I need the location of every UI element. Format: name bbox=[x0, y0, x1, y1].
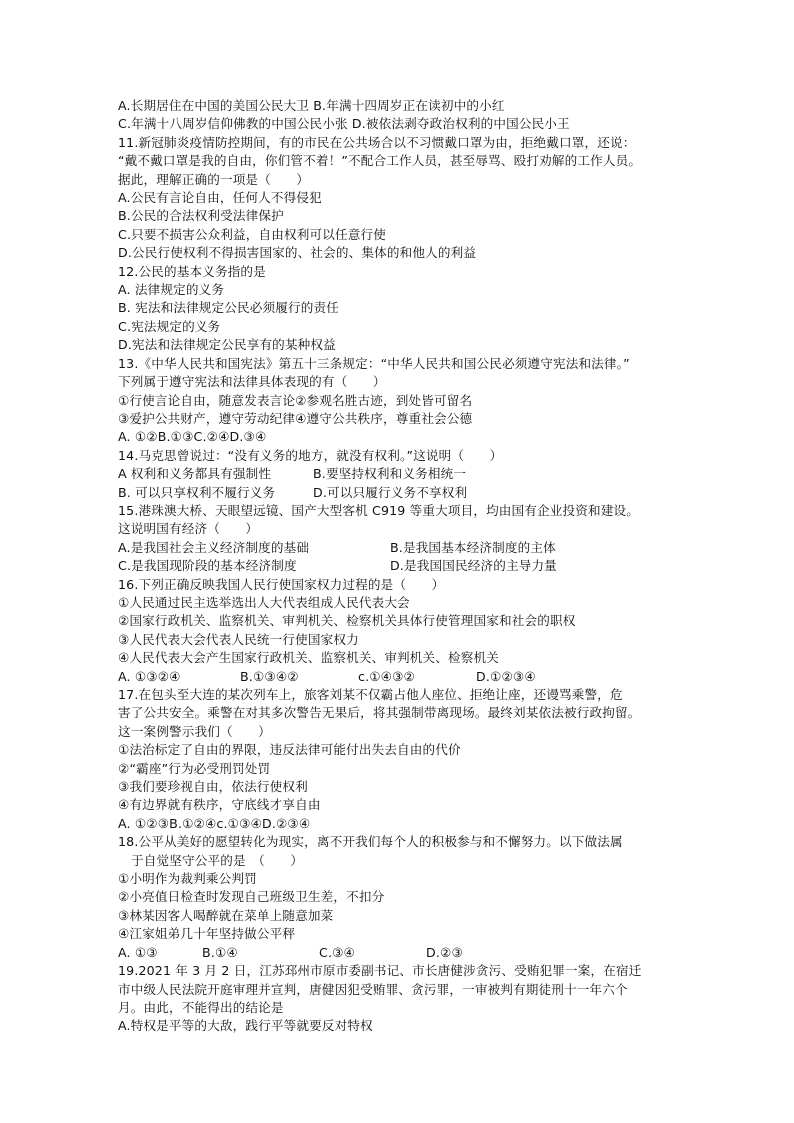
q14-options-row-1 bbox=[118, 465, 688, 483]
q18-option-d: D.②③ bbox=[426, 944, 463, 960]
q13-statement-34: ③爱护公共财产，遵守劳动纪律④遵守公共秩序，尊重社会公德 bbox=[118, 410, 473, 426]
q18-option-b: B.①④ bbox=[202, 944, 238, 960]
q18-statement-1: ①小明作为裁判乘公判罚 bbox=[118, 871, 257, 887]
q18-option-c: C.③④ bbox=[319, 944, 355, 960]
q14-option-b: B.要坚持权利和义务相统一 bbox=[313, 466, 467, 482]
q14-option-c: B. 可以只享权利不履行义务 bbox=[118, 484, 276, 500]
q14-options-row-2 bbox=[118, 484, 688, 502]
q11-stem-1: 11.新冠肺炎疫情防控期间，有的市民在公共场合以不习惯戴口罩为由，拒绝戴口罩，还说： bbox=[118, 134, 636, 150]
q19-stem-2: 市中级人民法院开庭审理并宣判，唐健因犯受贿罪、贪污罪，一审被判有期徒刑十一年六个 bbox=[118, 981, 628, 997]
q15-options-row-2 bbox=[118, 557, 688, 575]
q15-option-a: A.是我国社会主义经济制度的基础 bbox=[118, 539, 310, 555]
q16-option-b: B.①③④② bbox=[240, 668, 299, 684]
q16-options bbox=[118, 668, 688, 686]
q11-option-b: B.公民的合法权利受法律保护 bbox=[118, 208, 284, 224]
q16-statement-1: ①人民通过民主选举选出人大代表组成人民代表大会 bbox=[118, 594, 410, 610]
q18-statement-2: ②小亮值日检查时发现自己班级卫生差，不扣分 bbox=[118, 889, 385, 905]
q19-stem-1: 19.2021 年 3 月 2 日，江苏邳州市原市委副书记、市长唐健涉贪污、受贿犯罪一案，在宿迁 bbox=[118, 963, 642, 979]
q18-statement-3: ③林某因客人喝醉就在菜单上随意加菜 bbox=[118, 907, 334, 923]
q18-options bbox=[118, 944, 688, 962]
q19-stem-3: 月。由此，不能得出的结论是 bbox=[118, 999, 284, 1015]
q13-stem-1: 13.《中华人民共和国宪法》第五十三条规定：“中华人民共和国公民必须遵守宪法和法律。” bbox=[118, 355, 630, 371]
q18-stem-2: 于自觉坚守公平的是 （ ） bbox=[131, 852, 304, 868]
q17-stem-2: 害了公共安全。乘警在对其多次警告无果后，将其强制带离现场。最终刘某依法被行政拘留。 bbox=[118, 705, 641, 721]
q12-option-a: A. 法律规定的义务 bbox=[118, 282, 225, 298]
q14-option-d: D.可以只履行义务不享权利 bbox=[313, 484, 468, 500]
q16-statement-4: ④人民代表大会产生国家行政机关、监察机关、审判机关、检察机关 bbox=[118, 650, 500, 666]
q15-option-d: D.是我国国民经济的主导力量 bbox=[390, 558, 557, 574]
q19-option-a: A.特权是平等的大敌，践行平等就要反对特权 bbox=[118, 1018, 373, 1034]
q18-option-a: A. ①③ bbox=[118, 944, 158, 960]
q11-option-c: C.只要不损害公众利益，自由权利可以任意行使 bbox=[118, 226, 386, 242]
q17-statement-1: ①法治标定了自由的界限，违反法律可能付出失去自由的代价 bbox=[118, 742, 461, 758]
q16-option-d: D.①②③④ bbox=[476, 668, 536, 684]
q13-options: A. ①②B.①③C.②④D.③④ bbox=[118, 429, 267, 445]
q11-option-a: A.公民有言论自由，任何人不得侵犯 bbox=[118, 190, 322, 206]
q11-option-d: D.公民行使权利不得损害国家的、社会的、集体的和他人的利益 bbox=[118, 245, 477, 261]
q15-option-c: C.是我国现阶段的基本经济制度 bbox=[118, 558, 297, 574]
q12-option-b: B. 宪法和法律规定公民必须履行的责任 bbox=[118, 300, 339, 316]
q14-option-a: A 权利和义务都具有强制性 bbox=[118, 466, 272, 482]
q15-stem-1: 15.港珠澳大桥、天眼望远镜、国产大型客机 C919 等重大项目，均由国有企业投资和建设。 bbox=[118, 502, 639, 518]
q15-options-row-1 bbox=[118, 539, 688, 557]
q16-statement-2: ②国家行政机关、监察机关、审判机关、检察机关具体行使管理国家和社会的职权 bbox=[118, 613, 576, 629]
q10-options-ab: A.长期居住在中国的美国公民大卫 B.年满十四周岁正在读初中的小红 bbox=[118, 98, 505, 113]
q15-option-b: B.是我国基本经济制度的主体 bbox=[390, 539, 556, 555]
q17-options: A. ①②③B.①②④c.①③④D.②③④ bbox=[118, 815, 311, 831]
q17-statement-4: ④有边界就有秩序，守底线才享自由 bbox=[118, 797, 321, 813]
q17-statement-2: ②“霸座”行为必受刑罚处罚 bbox=[118, 760, 271, 776]
q16-statement-3: ③人民代表大会代表人民统一行使国家权力 bbox=[118, 631, 359, 647]
q12-option-d: D.宪法和法律规定公民享有的某种权益 bbox=[118, 337, 336, 353]
q14-stem: 14.马克思曾说过：“没有义务的地方，就没有权利。”这说明（ ） bbox=[118, 447, 503, 463]
q16-stem: 16.下列正确反映我国人民行使国家权力过程的是（ ） bbox=[118, 576, 445, 592]
q11-stem-2: “戴不戴口罩是我的自由，你们管不着！”不配合工作人员，甚至辱骂、殴打劝解的工作人员。 bbox=[118, 153, 642, 169]
q16-option-c: c.①④③② bbox=[358, 668, 415, 684]
exam-page bbox=[118, 97, 688, 1036]
q15-stem-2: 这说明国有经济（ ） bbox=[118, 521, 259, 537]
q18-stem-1: 18.公平从美好的愿望转化为现实，离不开我们每个人的积极参与和不懈努力。以下做法属 bbox=[118, 834, 623, 850]
q16-option-a: A. ①③②④ bbox=[118, 668, 181, 684]
q13-statement-12: ①行使言论自由，随意发表言论②参观名胜古迹，到处皆可留名 bbox=[118, 392, 473, 408]
q12-stem: 12.公民的基本义务指的是 bbox=[118, 263, 266, 279]
q10-options-cd: C.年满十八周岁信仰佛教的中国公民小张 D.被依法剥夺政治权利的中国公民小王 bbox=[118, 116, 570, 132]
q18-statement-4: ④江家姐弟几十年坚持做公平秤 bbox=[118, 926, 296, 942]
q17-stem-1: 17.在包头至大连的某次列车上，旅客刘某不仅霸占他人座位、拒绝让座，还谩骂乘警，危 bbox=[118, 687, 623, 702]
q11-stem-3: 据此，理解正确的一项是（ ） bbox=[118, 171, 310, 187]
q12-option-c: C.宪法规定的义务 bbox=[118, 318, 221, 334]
q17-statement-3: ③我们要珍视自由，依法行使权利 bbox=[118, 779, 308, 795]
q13-stem-2: 下列属于遵守宪法和法律具体表现的有（ ） bbox=[118, 374, 386, 390]
q17-stem-3: 这一案例警示我们（ ） bbox=[118, 723, 271, 739]
